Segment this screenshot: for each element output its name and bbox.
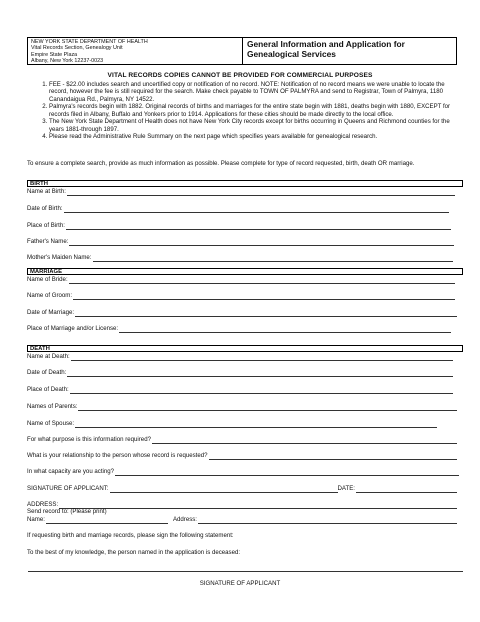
signature-caption: SIGNATURE OF APPLICANT [199, 580, 281, 587]
input-line[interactable] [75, 422, 437, 428]
field-label: Place of Marriage and/or License: [27, 325, 119, 332]
input-line[interactable] [93, 256, 454, 262]
field-label: For what purpose is this information required? [27, 436, 151, 443]
field-label: Name of Groom: [27, 292, 73, 299]
input-line[interactable] [69, 240, 454, 246]
input-line[interactable] [115, 470, 459, 476]
agency-address [28, 38, 243, 64]
field-label: Mother's Maiden Name: [27, 254, 92, 261]
date-input-line[interactable] [356, 487, 457, 493]
field-label: Date of Birth: [27, 205, 63, 212]
field-label: Name of Spouse: [27, 420, 75, 427]
death-section-heading: DEATH [27, 345, 463, 352]
death-place-field[interactable] [27, 386, 453, 394]
input-line[interactable] [70, 388, 453, 394]
field-label: SIGNATURE OF APPLICANT: [27, 485, 109, 492]
birth-name-field[interactable] [27, 188, 455, 196]
field-label: Name at Death: [27, 353, 70, 360]
purpose-field[interactable] [27, 436, 457, 444]
input-line[interactable] [67, 371, 453, 377]
deceased-statement: To the best of my knowledge, the person named in the application is deceased: [27, 549, 241, 556]
parents-names-field[interactable] [27, 403, 457, 411]
input-line[interactable] [69, 278, 455, 284]
birth-section-heading: BIRTH [27, 180, 463, 187]
form-header [27, 37, 457, 65]
bride-name-field[interactable] [27, 276, 455, 284]
death-name-field[interactable] [27, 353, 453, 361]
form-title [243, 38, 456, 64]
death-date-field[interactable] [27, 369, 453, 377]
signature-input-line[interactable] [110, 487, 338, 493]
form-title-line: Genealogical Services [247, 48, 336, 59]
marriage-date-field[interactable] [27, 309, 457, 317]
field-label: Place of Birth: [27, 222, 65, 229]
agency-line: NEW YORK STATE DEPARTMENT OF HEALTH [31, 39, 148, 45]
birth-date-field[interactable] [27, 205, 449, 213]
field-label: Name of Bride: [27, 276, 68, 283]
marriage-note: If requesting birth and marriage records, please sign the following statement: [27, 532, 234, 539]
spouse-name-field[interactable] [27, 420, 437, 428]
commercial-warning: VITAL RECORDS COPIES CANNOT BE PROVIDED FOR COMMERCIAL PURPOSES [107, 72, 373, 79]
field-label: Father's Name: [27, 238, 69, 245]
groom-name-field[interactable] [27, 292, 455, 300]
birth-place-field[interactable] [27, 222, 451, 230]
field-label: Date of Marriage: [27, 309, 75, 316]
input-line[interactable] [75, 311, 457, 317]
input-line[interactable] [152, 438, 457, 444]
input-line[interactable] [119, 327, 451, 333]
capacity-field[interactable] [27, 468, 459, 476]
field-label: Name at Birth: [27, 188, 66, 195]
final-signature-line[interactable] [27, 566, 463, 572]
input-line[interactable] [73, 294, 455, 300]
instruction-item: 4. Please read the Administrative Rule Summary on the next page which specifies years available for genealogical research. [49, 133, 457, 140]
field-label: Names of Parents: [27, 403, 78, 410]
instruction-item: 2. Palmyra's records begin with 1882. Original records of births and marriages for the entire state begin with 1881, deaths begin with 1880, EXCEPT for records filed in Albany, Buffalo and Yonkers prior to 1914. Applications for these cities should be made directly to the local office. [49, 103, 457, 118]
field-label: Address: [172, 516, 198, 523]
send-name-input-line[interactable] [46, 518, 168, 524]
send-address-input-line[interactable] [198, 518, 457, 524]
input-line[interactable] [78, 405, 457, 411]
marriage-place-field[interactable] [27, 325, 451, 333]
father-name-field[interactable] [27, 238, 454, 246]
instruction-item: 3. The New York State Department of Health does not have New York City records except for births occurring in Queens and Richmond counties for the years 1881-through 1897. [49, 118, 457, 133]
input-line[interactable] [209, 454, 457, 460]
send-record-label: Send record to: (Please print) [27, 508, 107, 515]
form-title-line: General Information and Application for [247, 39, 405, 49]
date-label: DATE: [337, 485, 355, 492]
input-line[interactable] [71, 355, 453, 361]
send-record-row[interactable] [27, 516, 457, 524]
instructions-list [27, 81, 457, 140]
input-line[interactable] [67, 190, 455, 196]
applicant-signature-row[interactable] [27, 485, 457, 493]
mother-maiden-name-field[interactable] [27, 254, 453, 262]
agency-line: Albany, New York 12237-0023 [31, 58, 104, 65]
input-line[interactable] [28, 566, 463, 572]
agency-line: Empire State Plaza [31, 51, 78, 58]
field-label: What is your relationship to the person whose record is requested? [27, 452, 208, 459]
input-line[interactable] [64, 207, 449, 213]
intro-text: To ensure a complete search, provide as much information as possible. Please complete for type of record requested, birth, death OR marriage. [27, 160, 415, 167]
field-label: Place of Death: [27, 386, 69, 393]
marriage-section-heading: MARRIAGE [27, 268, 463, 275]
relationship-field[interactable] [27, 452, 457, 460]
field-label: Name: [27, 516, 45, 523]
agency-line: Vital Records Section, Genealogy Unit [31, 45, 123, 52]
input-line[interactable] [59, 503, 457, 509]
instruction-item: 1. FEE - $22.00 includes search and uncertified copy or notification of no record. NOTE: Notification of no record means we were unable to locate the record, however the fee is still required for the search. Make check payable to TOWN OF PALMYRA and send to Registrar, Town of Palmyra, 1180 Canandaigua Rd., Palmyra, NY 14522. [49, 81, 457, 103]
field-label: In what capacity are you acting? [27, 468, 115, 475]
field-label: Date of Death: [27, 369, 67, 376]
field-label: ADDRESS: [27, 501, 59, 508]
input-line[interactable] [66, 224, 451, 230]
